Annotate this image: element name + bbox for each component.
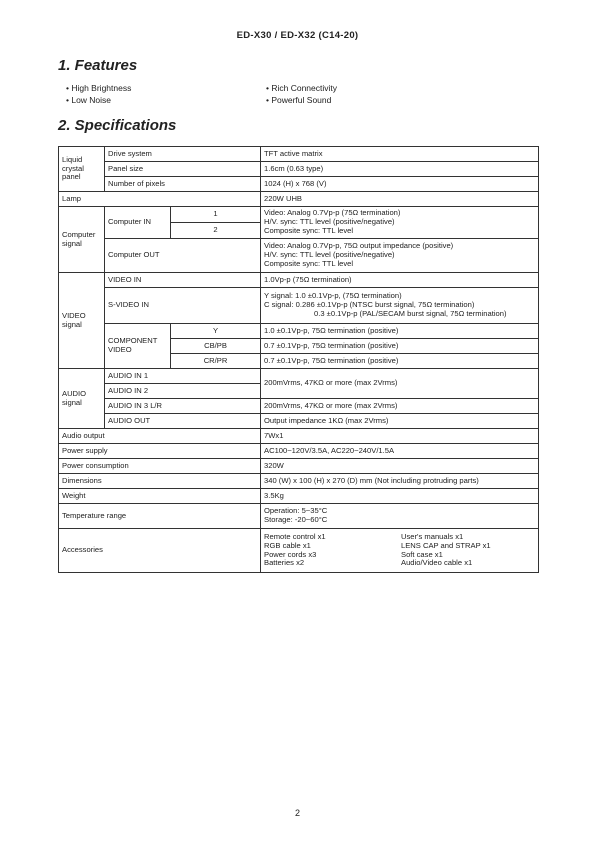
panel-size-label: Panel size xyxy=(105,162,261,177)
computer-signal-label: Computer signal xyxy=(59,207,105,273)
value-line: Operation: 5~35°C xyxy=(264,506,328,516)
lamp-label: Lamp xyxy=(59,192,261,207)
accessory-item: Batteries x2 xyxy=(264,558,305,568)
value-line: Composite sync: TTL level xyxy=(264,258,354,268)
video-in-value: 1.0Vp-p (75Ω termination) xyxy=(261,273,539,288)
dimensions-value: 340 (W) x 100 (H) x 270 (D) mm (Not including protruding parts) xyxy=(261,474,539,489)
computer-in-value xyxy=(261,207,539,239)
computer-in-2: 2 xyxy=(171,223,261,239)
accessory-item: Remote control x1 xyxy=(264,531,326,541)
component-y-value: 1.0 ±0.1Vp-p, 75Ω termination (positive) xyxy=(261,324,539,339)
drive-system-label: Drive system xyxy=(105,147,261,162)
value-line xyxy=(264,310,535,319)
features-list-right xyxy=(266,82,337,106)
weight-value: 3.5Kg xyxy=(261,489,539,504)
features-heading: 1. Features xyxy=(58,57,138,74)
video-in-label: VIDEO IN xyxy=(105,273,261,288)
weight-label: Weight xyxy=(59,489,261,504)
value-line: H/V. sync: TTL level (positive/negative) xyxy=(264,250,395,260)
audio-out-value: Output impedance 1KΩ (max 2Vrms) xyxy=(261,414,539,429)
feature-item: • High Brightness xyxy=(66,83,132,93)
power-consumption-value: 320W xyxy=(261,459,539,474)
accessories-value xyxy=(261,529,539,573)
audio-in12-value: 200mVrms, 47KΩ or more (max 2Vrms) xyxy=(261,369,539,399)
accessory-item: RGB cable x1 xyxy=(264,540,311,550)
pixels-value: 1024 (H) x 768 (V) xyxy=(261,177,539,192)
audio-in3-value: 200mVrms, 47KΩ or more (max 2Vrms) xyxy=(261,399,539,414)
drive-system-value: TFT active matrix xyxy=(261,147,539,162)
value-line: Video: Analog 0.7Vp-p, 75Ω output impedance (positive) xyxy=(264,241,454,251)
lcd-label: Liquid crystal panel xyxy=(59,147,105,192)
computer-out-label: Computer OUT xyxy=(105,239,261,273)
panel-size-value: 1.6cm (0.63 type) xyxy=(261,162,539,177)
document-header: ED-X30 / ED-X32 (C14-20) xyxy=(236,30,359,41)
accessory-item: Soft case x1 xyxy=(401,549,443,559)
audio-in1-label: AUDIO IN 1 xyxy=(105,369,261,384)
accessories-column-right xyxy=(401,533,538,569)
component-cb-value: 0.7 ±0.1Vp-p, 75Ω termination (positive) xyxy=(261,339,539,354)
accessory-item: LENS CAP and STRAP x1 xyxy=(401,540,491,550)
audio-output-label: Audio output xyxy=(59,429,261,444)
features-list-left xyxy=(66,82,131,106)
dimensions-label: Dimensions xyxy=(59,474,261,489)
component-cb-label: CB/PB xyxy=(171,339,261,354)
component-cr-label: CR/PR xyxy=(171,354,261,369)
component-y-label: Y xyxy=(171,324,261,339)
audio-signal-label: AUDIO signal xyxy=(59,369,105,429)
value-line-indented: 0.3 ±0.1Vp-p (PAL/SECAM burst signal, 75Ω termination) xyxy=(314,308,507,318)
power-consumption-label: Power consumption xyxy=(59,459,261,474)
computer-out-value xyxy=(261,239,539,273)
power-supply-value: AC100~120V/3.5A, AC220~240V/1.5A xyxy=(261,444,539,459)
accessory-item: Audio/Video cable x1 xyxy=(401,558,473,568)
computer-in-1: 1 xyxy=(171,207,261,223)
audio-in3-label: AUDIO IN 3 L/R xyxy=(105,399,261,414)
value-line: Composite sync: TTL level xyxy=(264,225,354,235)
value-line: Storage: -20~60°C xyxy=(264,515,328,524)
audio-output-value: 7Wx1 xyxy=(261,429,539,444)
svideo-in-label: S-VIDEO IN xyxy=(105,288,261,324)
feature-item: • Rich Connectivity xyxy=(266,83,338,93)
accessories-label: Accessories xyxy=(59,529,261,573)
audio-in2-label: AUDIO IN 2 xyxy=(105,384,261,399)
pixels-label: Number of pixels xyxy=(105,177,261,192)
video-signal-label: VIDEO signal xyxy=(59,273,105,369)
power-supply-label: Power supply xyxy=(59,444,261,459)
lamp-value: 220W UHB xyxy=(261,192,539,207)
page-number: 2 xyxy=(294,808,300,818)
computer-in-label: Computer IN xyxy=(105,207,171,239)
accessories-column-left xyxy=(264,533,401,569)
svideo-in-value xyxy=(261,288,539,324)
component-cr-value: 0.7 ±0.1Vp-p, 75Ω termination (positive) xyxy=(261,354,539,369)
accessory-item: Power cords x3 xyxy=(264,549,317,559)
value-line: Video: Analog 0.7Vp-p (75Ω termination) xyxy=(264,208,401,218)
audio-out-label: AUDIO OUT xyxy=(105,414,261,429)
temperature-label: Temperature range xyxy=(59,504,261,529)
value-line: H/V. sync: TTL level (positive/negative) xyxy=(264,217,395,227)
feature-item: • Powerful Sound xyxy=(266,95,332,105)
temperature-value xyxy=(261,504,539,529)
specifications-heading: 2. Specifications xyxy=(58,117,177,134)
specifications-table xyxy=(58,146,539,573)
component-video-label: COMPONENT VIDEO xyxy=(105,324,171,369)
accessory-item: User's manuals x1 xyxy=(401,531,464,541)
feature-item: • Low Noise xyxy=(66,95,112,105)
value-line: C signal: 0.286 ±0.1Vp-p (NTSC burst signal, 75Ω termination) xyxy=(264,300,475,310)
value-line: Y signal: 1.0 ±0.1Vp-p, (75Ω termination) xyxy=(264,291,402,301)
